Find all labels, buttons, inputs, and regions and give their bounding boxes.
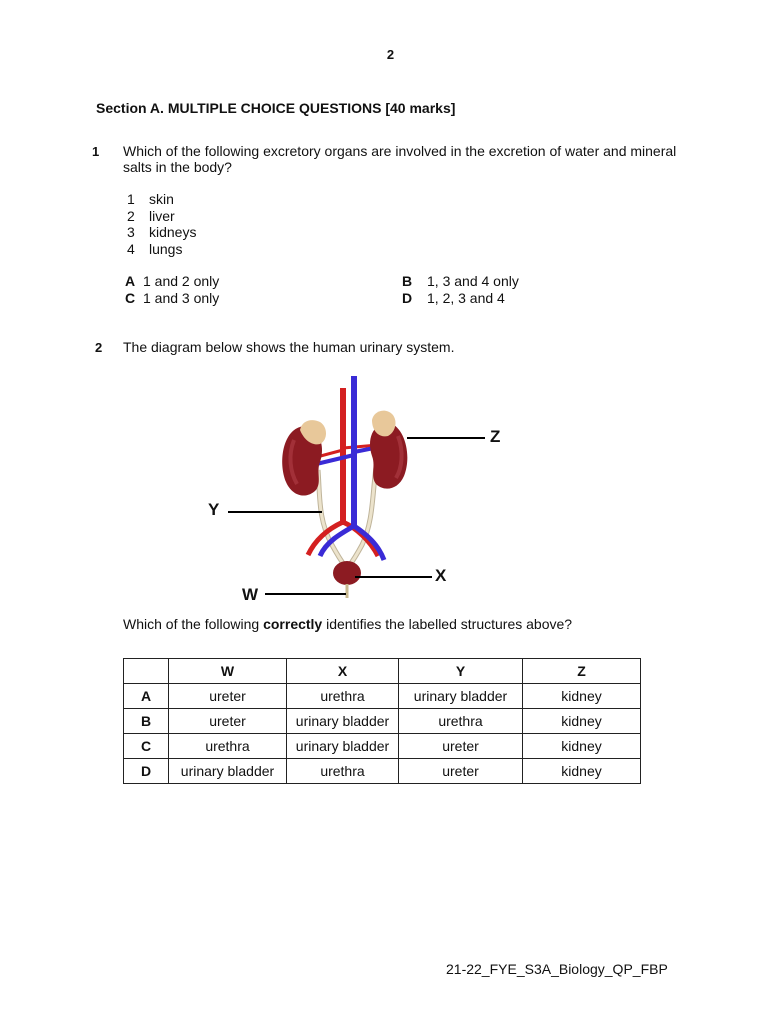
urinary-bladder (333, 561, 361, 585)
table-cell: ureter (169, 684, 287, 709)
table-cell: ureter (399, 759, 523, 784)
choice-d[interactable]: D 1, 2, 3 and 4 (402, 290, 505, 306)
table-cell: kidney (523, 709, 641, 734)
table-cell: urethra (287, 684, 399, 709)
row-label: B (124, 709, 169, 734)
table-cell: kidney (523, 734, 641, 759)
choice-c[interactable]: C 1 and 3 only (125, 290, 220, 306)
label-y: Y (208, 500, 220, 519)
table-cell: kidney (523, 759, 641, 784)
header-cell: W (169, 659, 287, 684)
footer-doc-code: 21-22_FYE_S3A_Biology_QP_FBP (446, 961, 668, 977)
list-item: 3 kidneys (127, 224, 197, 240)
table-cell: ureter (399, 734, 523, 759)
question-1-text-line1: Which of the following excretory organs are involved in the excretion of water and mineral (123, 143, 677, 159)
header-cell: Z (523, 659, 641, 684)
row-label: D (124, 759, 169, 784)
table-cell: urinary bladder (287, 709, 399, 734)
choice-a[interactable]: A 1 and 2 only (125, 273, 220, 289)
table-cell: urinary bladder (287, 734, 399, 759)
table-row[interactable] (124, 759, 641, 784)
label-z: Z (490, 427, 501, 446)
header-cell: X (287, 659, 399, 684)
table-cell: urethra (399, 709, 523, 734)
header-cell: Y (399, 659, 523, 684)
question-2-prompt: Which of the following correctly identifies the labelled structures above? (123, 616, 573, 632)
table-cell: ureter (169, 709, 287, 734)
table-cell: urinary bladder (169, 759, 287, 784)
table-cell: urethra (287, 759, 399, 784)
header-cell (124, 659, 169, 684)
page-number: 2 (386, 47, 395, 62)
answer-table (123, 658, 641, 784)
table-cell: kidney (523, 684, 641, 709)
table-row[interactable] (124, 734, 641, 759)
table-cell: urinary bladder (399, 684, 523, 709)
label-x: X (435, 566, 447, 585)
question-2-text: The diagram below shows the human urinary system. (123, 339, 455, 355)
table-row[interactable] (124, 709, 641, 734)
question-1-number: 1 (92, 144, 100, 159)
table-row[interactable] (124, 684, 641, 709)
row-label: A (124, 684, 169, 709)
choice-b[interactable]: B 1, 3 and 4 only (402, 273, 519, 289)
question-1-item-list (127, 191, 196, 257)
label-w: W (242, 585, 259, 604)
question-1-text-line2: salts in the body? (123, 159, 232, 175)
list-item: 1 skin (127, 191, 174, 207)
table-header-row (124, 659, 641, 684)
table-cell: urethra (169, 734, 287, 759)
row-label: C (124, 734, 169, 759)
list-item: 2 liver (127, 207, 175, 224)
list-item: 4 lungs (127, 240, 183, 257)
section-title: Section A. MULTIPLE CHOICE QUESTIONS [40 marks] (96, 100, 456, 116)
question-2-number: 2 (95, 340, 103, 355)
